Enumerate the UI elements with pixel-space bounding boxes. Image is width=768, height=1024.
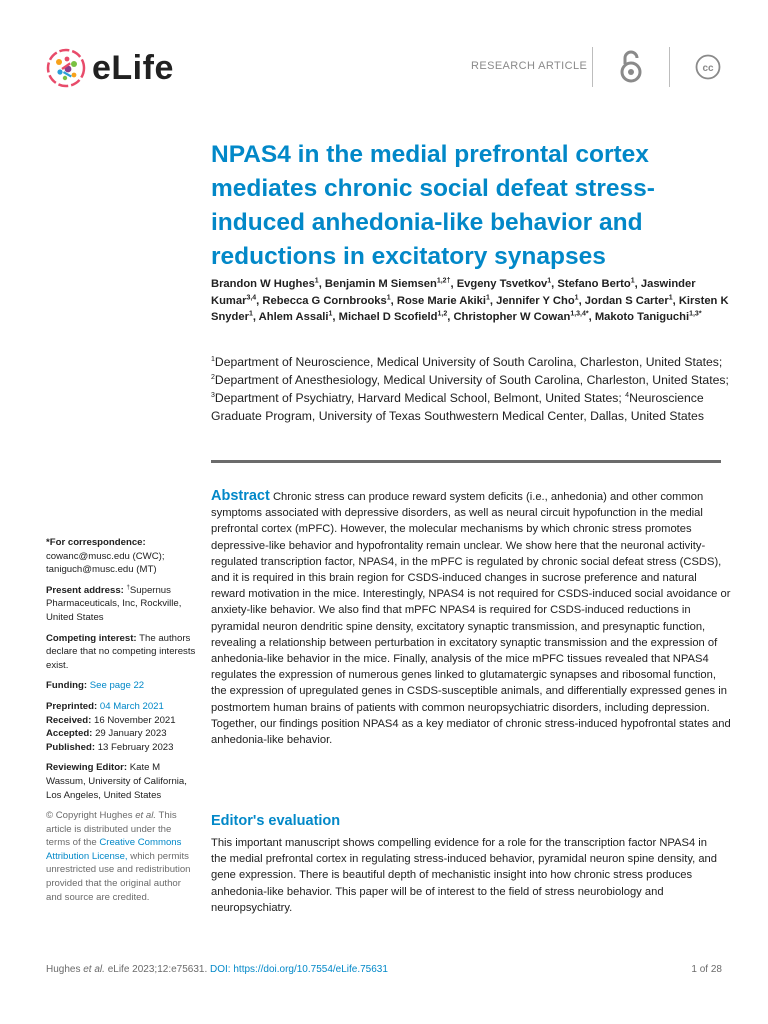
preprinted-link[interactable]: 04 March 2021 bbox=[99, 700, 164, 712]
license-link[interactable]: Creative Commons Attribution License, bbox=[46, 837, 182, 862]
author-name[interactable]: Stefano Berto bbox=[557, 278, 631, 290]
citation-text: eLife 2023;12:e75631. bbox=[104, 964, 211, 975]
author-name[interactable]: Ahlem Assali bbox=[258, 311, 329, 323]
author-affiliation-marker: 1,3,4* bbox=[570, 310, 589, 318]
copyright-text: which permits unrestricted use and redistribution provided that the original author and source are credited. bbox=[46, 850, 191, 903]
svg-text:cc: cc bbox=[702, 63, 714, 74]
citation-text: Hughes bbox=[46, 964, 84, 975]
accepted-date: 29 January 2023 bbox=[95, 728, 167, 740]
author-affiliation-marker: 1 bbox=[574, 293, 579, 301]
author-separator: , bbox=[634, 278, 641, 290]
author-name[interactable]: Michael D Scofield bbox=[338, 311, 438, 323]
competing-interest-text: The authors declare that no competing interests exist. bbox=[46, 632, 196, 671]
affiliation-text: Neuroscience Graduate Program, University of Texas Southwestern Medical Center, Dallas, United States bbox=[211, 391, 704, 423]
competing-interest-label: Competing interest: bbox=[46, 632, 137, 644]
author-affiliation-marker: 1 bbox=[328, 310, 333, 318]
author-affiliation-marker: 1,2 bbox=[437, 310, 448, 318]
copyright-text: This article is distributed under the terms of the bbox=[46, 810, 177, 849]
reviewing-editor-text: Kate M Wassum, University of California, Los Angeles, United States bbox=[46, 762, 187, 801]
elife-logo[interactable] bbox=[46, 44, 176, 92]
affiliation-marker: 2 bbox=[211, 373, 215, 381]
author-separator: , bbox=[489, 294, 497, 307]
author-name[interactable]: Rebecca G Cornbrooks bbox=[262, 294, 387, 307]
received-label: Received: bbox=[46, 714, 92, 726]
received-date: 16 November 2021 bbox=[94, 714, 176, 726]
author-affiliation-marker: 1 bbox=[485, 293, 490, 301]
history-dates bbox=[46, 700, 196, 754]
author-affiliation-marker: 1,3* bbox=[689, 310, 702, 318]
author-name[interactable]: Benjamin M Siemsen bbox=[324, 278, 437, 290]
footer-citation bbox=[46, 964, 388, 975]
creative-commons-icon[interactable] bbox=[695, 54, 721, 80]
author-name[interactable]: Jaswinder Kumar bbox=[211, 278, 696, 307]
editors-evaluation-heading: Editor's evaluation bbox=[211, 813, 341, 829]
abstract bbox=[211, 488, 731, 748]
author-affiliation-marker: 1 bbox=[668, 293, 673, 301]
preprinted-label: Preprinted: bbox=[46, 700, 98, 712]
present-address bbox=[46, 584, 196, 625]
abstract-text: Chronic stress can produce reward system deficits (i.e., anhedonia) and other common symptoms associated with depressive disorders, as well as neural circuit hypofunction in the medial prefrontal cortex (mPFC). However, the molecular mechanisms by which chronic stress promotes depressive-like behavior and hypofrontality remain unclear. We show here that the neuronal activity-regulated transcription factor, NPAS4, in the mPFC is regulated by chronic social defeat stress (CSDS), and it is required in this brain region for CSDS-induced changes in sucrose preference and natural reward motivation in the mice. Interestingly, NPAS4 is not required for CSDS-induced social avoidance or anxiety-like behavior. We also find that mPFC NPAS4 is required for CSDS-induced reductions in pyramidal neuron dendritic spine density, excitatory synaptic transmission, and presynaptic function, revealing a relationship between perturbation in excitatory synaptic transmission and the expression of anhedonia-like behavior in the mice. Finally, analysis of the mice mPFC tissues revealed that NPAS4 regulates the expression of numerous genes linked to glutamatergic synapses and ribosomal function, the expression of upregulated genes in CSDS-susceptible animals, and differentially expressed genes in postmortem human brains of patients with common neuropsychiatric disorders, including depression. Together, our findings position NPAS4 as a key mediator of chronic stress-induced hypofrontal states and anhedonia-like behavior. bbox=[211, 491, 731, 747]
funding-label: Funding: bbox=[46, 680, 88, 692]
author-separator: , bbox=[318, 278, 325, 290]
article-type-label: RESEARCH ARTICLE bbox=[471, 60, 588, 72]
copyright-text: © Copyright Hughes bbox=[46, 810, 136, 822]
affiliation-text: Department of Anesthesiology, Medical University of South Carolina, Charleston, United States; bbox=[214, 373, 729, 387]
copyright-etal: et al. bbox=[135, 810, 157, 822]
author-separator: , bbox=[256, 294, 263, 307]
affiliation-marker: 4 bbox=[625, 391, 630, 399]
author-name[interactable]: Brandon W Hughes bbox=[211, 278, 315, 290]
author-separator: , bbox=[252, 311, 259, 323]
elife-logo-icon bbox=[46, 48, 86, 88]
copyright bbox=[46, 809, 196, 904]
citation-etal: et al. bbox=[83, 964, 105, 975]
abstract-heading: Abstract bbox=[211, 488, 270, 504]
author-list bbox=[211, 276, 731, 326]
author-affiliation-marker: 1 bbox=[248, 310, 253, 318]
author-name[interactable]: Jordan S Carter bbox=[584, 294, 669, 307]
author-affiliation-marker: 1 bbox=[386, 293, 391, 301]
author-separator: , bbox=[578, 294, 585, 307]
affiliation-marker: 1 bbox=[211, 355, 215, 363]
open-access-icon[interactable] bbox=[617, 48, 645, 84]
author-separator: , bbox=[551, 278, 558, 290]
author-separator: , bbox=[332, 311, 339, 323]
funding bbox=[46, 679, 196, 693]
article-info-sidebar bbox=[46, 536, 196, 911]
section-divider bbox=[211, 460, 721, 463]
reviewing-editor-label: Reviewing Editor: bbox=[46, 762, 128, 774]
author-separator: , bbox=[450, 278, 457, 290]
editors-evaluation-text: This important manuscript shows compelling evidence for a role for the transcription factor NPAS4 in the medial prefrontal cortex in regulating stress-induced behavior, pyramidal neuron spine density, and gene expression. There is beautiful depth of mechanistic insight into how chronic stress produces anhedonia-like behavior. This paper will be of interest to the field of stress neurobiology and neuropsychiatry. bbox=[211, 837, 718, 914]
author-affiliation-marker: 1 bbox=[630, 277, 635, 285]
author-name[interactable]: Jennifer Y Cho bbox=[496, 294, 575, 307]
reviewing-editor bbox=[46, 761, 196, 802]
author-separator: , bbox=[447, 311, 454, 323]
author-affiliation-marker: 1,2† bbox=[436, 277, 451, 285]
present-address-text: Supernus Pharmaceuticals, Inc, Rockville, United States bbox=[46, 584, 182, 623]
present-address-label: Present address: bbox=[46, 584, 124, 596]
author-name[interactable]: Christopher W Cowan bbox=[453, 311, 571, 323]
author-affiliation-marker: 1 bbox=[547, 277, 552, 285]
author-separator: , bbox=[588, 311, 595, 323]
present-address-marker: † bbox=[126, 584, 130, 591]
correspondence-label: *For correspondence: bbox=[46, 537, 146, 548]
affiliation-text: Department of Neuroscience, Medical University of South Carolina, Charleston, United States; bbox=[214, 355, 723, 369]
competing-interest bbox=[46, 632, 196, 673]
brand-name: eLife bbox=[92, 48, 174, 87]
correspondence-email-2[interactable]: taniguch@musc.edu (MT) bbox=[46, 564, 157, 576]
affiliation-marker: 3 bbox=[211, 391, 215, 399]
author-name[interactable]: Rose Marie Akiki bbox=[396, 294, 486, 307]
doi-link[interactable]: DOI: https://doi.org/10.7554/eLife.75631 bbox=[210, 964, 388, 975]
affiliation-list bbox=[211, 353, 731, 425]
article-title: NPAS4 in the medial prefrontal cortex mediates chronic social defeat stress-induced anhedonia-like behavior and reductions in excitatory synapses bbox=[211, 141, 655, 270]
page-number: 1 of 28 bbox=[691, 964, 722, 975]
author-separator: , bbox=[390, 294, 397, 307]
published-label: Published: bbox=[46, 741, 96, 753]
funding-link[interactable]: See page 22 bbox=[89, 680, 145, 692]
author-name[interactable]: Evgeny Tsvetkov bbox=[456, 278, 548, 290]
author-separator: , bbox=[672, 294, 679, 307]
author-affiliation-marker: 3,4 bbox=[246, 293, 257, 301]
author-name[interactable]: Makoto Taniguchi bbox=[594, 311, 690, 323]
published-date: 13 February 2023 bbox=[97, 741, 174, 753]
affiliation-text: Department of Psychiatry, Harvard Medical School, Belmont, United States; bbox=[214, 391, 626, 405]
accepted-label: Accepted: bbox=[46, 728, 93, 740]
correspondence bbox=[46, 536, 196, 577]
author-name[interactable]: Kirsten K Snyder bbox=[211, 294, 729, 323]
correspondence-email-1[interactable]: cowanc@musc.edu (CWC); bbox=[46, 550, 165, 562]
header-divider bbox=[592, 47, 593, 87]
author-affiliation-marker: 1 bbox=[314, 277, 319, 285]
header-divider bbox=[669, 47, 670, 87]
